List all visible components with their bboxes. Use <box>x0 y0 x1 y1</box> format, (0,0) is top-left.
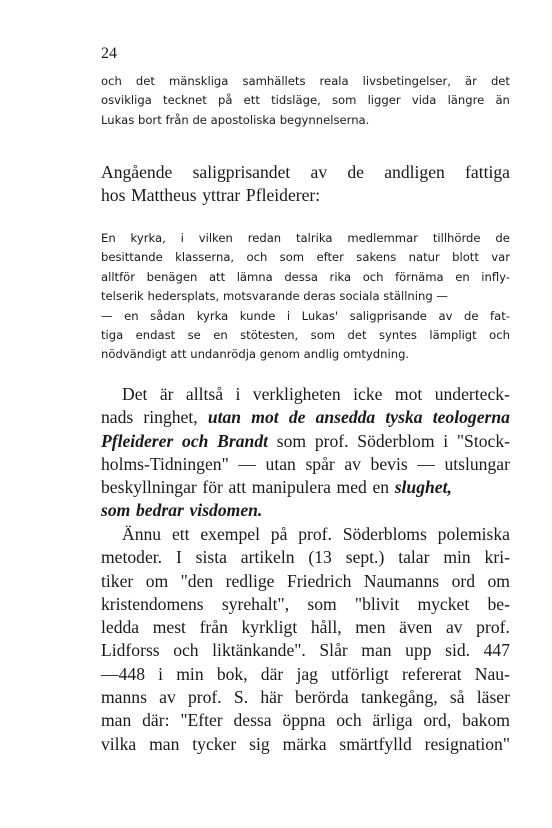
word: man <box>149 733 180 754</box>
word: prof. <box>187 687 222 708</box>
word: tecknet <box>163 93 207 108</box>
word: av <box>159 687 176 708</box>
word: Söderbloms <box>342 524 427 544</box>
word: att <box>228 477 247 498</box>
word: bevis <box>370 453 408 474</box>
emphasized-word: som <box>101 500 131 521</box>
word: en <box>372 477 390 498</box>
word: sociala <box>339 289 380 304</box>
text-line <box>101 616 510 639</box>
emphasized-word: Pfleiderer <box>101 430 174 451</box>
word: hos <box>101 185 126 206</box>
text-line <box>101 430 510 453</box>
emphasized-word: teologerna <box>432 407 510 428</box>
word: där: <box>142 710 170 731</box>
word: talar <box>398 547 430 568</box>
word: kunde <box>239 308 276 323</box>
word: tidsläge, <box>271 93 321 108</box>
word: Friedrich <box>286 570 352 591</box>
word: kri- <box>484 547 510 568</box>
word: ärliga <box>372 710 413 731</box>
word: tankegång, <box>360 687 438 708</box>
word: att <box>170 347 187 362</box>
word: underteck- <box>434 384 510 404</box>
word: prof. <box>314 430 349 451</box>
word: i <box>180 231 184 245</box>
word: fattiga <box>465 162 510 182</box>
word: medlemmar <box>347 231 418 245</box>
word: av <box>445 617 463 638</box>
word: Angående <box>101 162 173 182</box>
word: —448 <box>101 663 145 684</box>
word: refererat <box>402 663 462 684</box>
word: berörda <box>295 687 349 708</box>
word: mänskliga <box>168 74 229 88</box>
word: prof. <box>476 617 510 638</box>
word: prof. <box>298 524 332 544</box>
word: för <box>202 477 223 498</box>
word: sept.) <box>345 547 385 568</box>
word: "den <box>180 570 214 591</box>
word: ett <box>171 524 190 544</box>
word: beskyllningar <box>101 477 197 498</box>
word: där <box>260 663 284 684</box>
word: — <box>417 453 435 474</box>
word: Pfleiderer: <box>245 185 321 206</box>
word: det <box>347 328 367 343</box>
word: upp <box>405 640 432 661</box>
text-line <box>101 248 510 267</box>
paragraph-intro <box>101 161 510 208</box>
word: apostoliska <box>210 112 276 127</box>
word: exempel <box>200 524 260 544</box>
emphasized-word: utan <box>207 407 242 428</box>
word: jag <box>296 663 318 684</box>
word: mot <box>394 384 423 404</box>
word: det <box>135 74 155 88</box>
word: en <box>213 328 228 343</box>
word: rika <box>329 269 352 284</box>
word: sid. <box>445 640 471 661</box>
word: som <box>331 93 357 108</box>
word: i <box>158 663 164 684</box>
word: i <box>286 308 291 323</box>
word: ord, <box>423 710 452 731</box>
word: Nau- <box>474 663 510 684</box>
block-quote <box>101 229 510 365</box>
text-line <box>101 499 510 522</box>
word: fat- <box>490 308 510 323</box>
word: förnäma <box>395 269 444 284</box>
word: tycker <box>192 733 237 754</box>
word: dessa <box>233 710 272 731</box>
word: mest <box>152 617 186 638</box>
word: tiker <box>101 570 134 591</box>
paragraph-argument <box>101 383 510 523</box>
word: samhällets <box>242 74 306 88</box>
word: efter <box>316 250 344 265</box>
word: endast <box>135 328 176 343</box>
text-line <box>101 287 510 306</box>
word: reala <box>319 74 349 88</box>
word: som <box>310 328 336 343</box>
word: läser <box>476 687 510 708</box>
word: om <box>487 570 510 591</box>
paragraph-example <box>101 523 510 756</box>
word: hedersplats, <box>147 289 220 304</box>
word: man <box>101 710 132 731</box>
word: S. <box>233 687 249 708</box>
text-line <box>101 161 510 184</box>
word: "Stock- <box>456 430 510 451</box>
word: ligger <box>367 93 401 108</box>
word: saligprisande <box>349 308 427 323</box>
word: kristendomens <box>101 593 204 614</box>
word: klasserna, <box>175 250 235 265</box>
word: Söderblom <box>357 430 435 451</box>
word: yttrar <box>202 185 241 206</box>
word: talrika <box>296 231 333 245</box>
word: — <box>101 308 113 323</box>
word: och <box>489 328 510 343</box>
word: Naumanns <box>363 570 440 591</box>
emphasized-word: bedrar <box>135 500 184 521</box>
word: även <box>399 617 433 638</box>
word: (13 <box>308 547 332 568</box>
text-line <box>101 406 510 429</box>
word: deras <box>303 289 336 304</box>
text-line <box>101 72 510 91</box>
word: de <box>495 231 510 245</box>
word: sakens <box>356 250 397 265</box>
word: öppna <box>282 710 326 731</box>
word: lämna <box>236 269 273 284</box>
word: och <box>336 710 362 731</box>
word: se <box>187 328 201 343</box>
word: resignation" <box>424 733 510 754</box>
word: osvikliga <box>101 93 152 108</box>
word: utan <box>265 453 296 474</box>
word: I <box>175 547 182 568</box>
text-line <box>101 345 510 364</box>
word: av <box>310 162 328 182</box>
emphasized-word: Brandt <box>217 430 269 451</box>
word: som <box>276 430 307 451</box>
word: i <box>443 430 449 451</box>
emphasized-word: de <box>288 407 306 428</box>
word: andlig <box>303 347 340 362</box>
word: be- <box>487 593 510 614</box>
word: och <box>246 250 268 265</box>
word: mycket <box>417 593 470 614</box>
word: "blivit <box>354 593 400 614</box>
word: — <box>436 289 448 304</box>
word: på <box>270 524 288 544</box>
word: utförligt <box>331 663 389 684</box>
word: En <box>101 231 116 245</box>
word: från <box>165 112 189 127</box>
emphasized-word: mot <box>251 407 279 428</box>
word: motsvarande <box>222 289 300 304</box>
word: Lidforss <box>101 640 160 661</box>
word: än <box>495 93 510 108</box>
text-line <box>101 111 510 130</box>
word: holms-Tidningen" <box>101 453 229 474</box>
word: manipulera <box>251 477 331 498</box>
word: manns <box>101 687 147 708</box>
word: syrehalt", <box>221 593 290 614</box>
word: Lukas' <box>301 308 339 323</box>
word: begynnelserna. <box>279 112 370 127</box>
word: ett <box>243 93 260 108</box>
word: smärtfylld <box>339 733 412 754</box>
word: och <box>362 269 384 284</box>
word: en <box>455 269 470 284</box>
word: infly- <box>481 269 510 284</box>
text-line <box>101 91 510 110</box>
text-line <box>101 733 510 756</box>
emphasized-word: visdomen. <box>189 500 263 521</box>
word: och <box>101 74 122 88</box>
word: en <box>124 308 139 323</box>
word: så <box>449 687 465 708</box>
text-line <box>101 383 510 406</box>
word: nödvändigt <box>101 347 167 362</box>
text-line <box>101 268 510 287</box>
word: som <box>279 250 305 265</box>
emphasized-word: tyska <box>385 407 423 428</box>
text-line <box>101 476 510 499</box>
word: omtydning. <box>343 347 410 362</box>
word: det <box>490 74 510 88</box>
word: spår <box>305 453 335 474</box>
word: sig <box>249 733 270 754</box>
word: saligprisandet <box>192 162 291 182</box>
word: alltså <box>185 384 224 404</box>
word: var <box>491 250 510 265</box>
word: av <box>344 453 361 474</box>
word: är <box>465 74 477 88</box>
text-line <box>101 307 510 326</box>
text-line <box>101 326 510 345</box>
word: kyrkligt <box>241 617 298 638</box>
word: kyrka <box>196 308 229 323</box>
text-line <box>101 686 510 709</box>
text-line <box>101 570 510 593</box>
word: bok, <box>216 663 248 684</box>
word: min <box>443 547 471 568</box>
text-line <box>101 523 510 546</box>
word: de <box>192 112 207 127</box>
word: man <box>361 640 392 661</box>
word: icke <box>353 384 383 404</box>
word: bakom <box>462 710 510 731</box>
word: besittande <box>101 250 163 265</box>
word: — <box>238 453 256 474</box>
word: min <box>176 663 204 684</box>
word: Lukas <box>101 112 135 127</box>
word: stötesten, <box>240 328 299 343</box>
page-number: 24 <box>101 45 117 62</box>
word: Det <box>122 384 148 404</box>
word: natur <box>408 250 440 265</box>
word: ringhet, <box>143 407 198 428</box>
word: tiga <box>101 328 124 343</box>
word: Mattheus <box>131 185 197 206</box>
emphasized-word: slughet, <box>394 477 452 498</box>
word: vilka <box>101 733 137 754</box>
word: Slår <box>319 640 348 661</box>
word: men <box>355 617 386 638</box>
word: håll, <box>310 617 342 638</box>
word: från <box>199 617 228 638</box>
word: av <box>438 308 453 323</box>
text-line <box>101 453 510 476</box>
word: 447 <box>483 640 510 661</box>
word: att <box>208 269 226 284</box>
word: andligen <box>384 162 445 182</box>
word: livsbetingelser, <box>362 74 451 88</box>
word: är <box>159 384 174 404</box>
word: tillhörde <box>432 231 481 245</box>
word: vilken <box>198 231 233 245</box>
word: ord <box>451 570 476 591</box>
word: här <box>260 687 283 708</box>
text-line <box>101 663 510 686</box>
word: lämpligt <box>429 328 477 343</box>
word: med <box>336 477 367 498</box>
word: alltför <box>101 269 136 284</box>
text-line <box>101 229 510 248</box>
word: telserik <box>101 289 144 304</box>
word: och <box>173 640 199 661</box>
word: som <box>307 593 337 614</box>
word: liktänkande". <box>212 640 306 661</box>
word: sista <box>195 547 227 568</box>
text-line <box>101 184 510 207</box>
emphasized-word: och <box>182 430 209 451</box>
word: benägen <box>146 269 198 284</box>
word: redan <box>247 231 282 245</box>
word: blott <box>452 250 479 265</box>
word: ledda <box>101 617 140 638</box>
word: artikeln <box>240 547 295 568</box>
word: de <box>347 162 364 182</box>
word: vida <box>411 93 437 108</box>
word: kyrka, <box>130 231 166 245</box>
text-line <box>101 593 510 616</box>
word: Ännu <box>122 524 162 544</box>
word: verkligheten <box>252 384 341 404</box>
text-line <box>101 709 510 732</box>
word: redlige <box>225 570 275 591</box>
text-line <box>101 639 510 662</box>
word: syntes <box>379 328 417 343</box>
word: längre <box>447 93 485 108</box>
emphasized-word: ansedda <box>315 407 376 428</box>
word: de <box>464 308 479 323</box>
word: dessa <box>284 269 318 284</box>
word: utslungar <box>444 453 510 474</box>
word: sådan <box>150 308 186 323</box>
word: nads <box>101 407 134 428</box>
word: i <box>235 384 241 404</box>
word: ställning <box>383 289 433 304</box>
word: märka <box>282 733 327 754</box>
word: om <box>145 570 169 591</box>
word: på <box>218 93 233 108</box>
word: polemiska <box>437 524 510 544</box>
word: undanrödja <box>190 347 257 362</box>
word: genom <box>259 347 300 362</box>
word: metoder. <box>101 547 163 568</box>
paragraph-citation-continuation <box>101 72 510 130</box>
text-line <box>101 546 510 569</box>
word: bort <box>137 112 162 127</box>
word: "Efter <box>180 710 223 731</box>
